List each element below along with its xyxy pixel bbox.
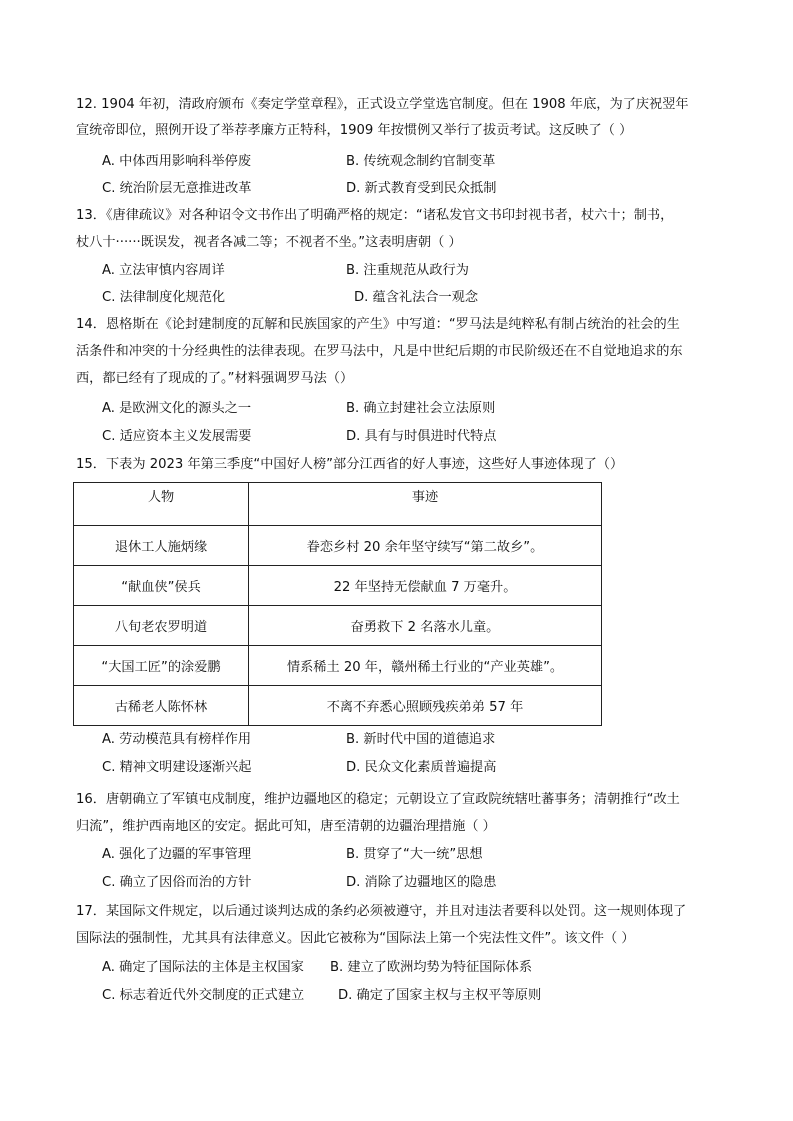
table-cell-deeds: 奋勇救下 2 名落水儿童。 <box>249 606 602 646</box>
q15-table <box>73 482 602 726</box>
q14-option-b: B. 确立封建社会立法原则 <box>346 401 496 416</box>
q14-option-d: D. 具有与时俱进时代特点 <box>346 429 497 444</box>
table-cell-person: “献血侠”侯兵 <box>74 566 249 606</box>
table-row <box>74 646 602 686</box>
table-header-deeds: 事迹 <box>249 483 602 526</box>
table-cell-deeds: 不离不弃悉心照顾残疾弟弟 57 年 <box>249 686 602 726</box>
q17-option-b: B. 建立了欧洲均势为特征国际体系 <box>330 960 533 975</box>
q14-stem-line-3: 西，都已经有了现成的了。”材料强调罗马法（） <box>76 371 354 386</box>
q14-option-a: A. 是欧洲文化的源头之一 <box>102 401 252 416</box>
table-header-row <box>74 483 602 526</box>
table-cell-person: 八旬老农罗明道 <box>74 606 249 646</box>
q17-stem-line-2: 国际法的强制性，尤其具有法律意义。因此它被称为“国际法上第一个宪法性文件”。该文件（ ） <box>76 931 635 946</box>
q16-stem-line-2: 归流”，维护西南地区的安定。据此可知，唐至清朝的边疆治理措施（ ） <box>76 819 496 834</box>
q13-option-d: D. 蕴含礼法合一观念 <box>354 290 479 305</box>
table-cell-person: 古稀老人陈怀林 <box>74 686 249 726</box>
table-cell-deeds: 22 年坚持无偿献血 7 万毫升。 <box>249 566 602 606</box>
table-row <box>74 566 602 606</box>
q16-stem-line-1: 16．唐朝确立了军镇屯戍制度，维护边疆地区的稳定；元朝设立了宣政院统辖吐蕃事务；清朝推行“改土 <box>76 792 680 807</box>
q17-option-d: D. 确定了国家主权与主权平等原则 <box>338 988 542 1003</box>
table-cell-deeds: 情系稀土 20 年，赣州稀土行业的“产业英雄”。 <box>249 646 602 686</box>
table-row <box>74 606 602 646</box>
q12-stem-line-2: 宣统帝即位，照例开设了举荐孝廉方正特科，1909 年按惯例又举行了拔贡考试。这反映了（ ） <box>76 123 633 138</box>
q13-stem-line-2: 杖八十······既误发，视者各减二等；不视者不坐。”这表明唐朝（ ） <box>76 235 462 250</box>
q16-option-c: C. 确立了因俗而治的方针 <box>102 875 252 890</box>
q16-option-b: B. 贯穿了“大一统”思想 <box>346 847 483 862</box>
q17-option-c: C. 标志着近代外交制度的正式建立 <box>102 988 305 1003</box>
table-cell-person: 退休工人施炳缘 <box>74 526 249 566</box>
q12-option-b: B. 传统观念制约官制变革 <box>346 154 496 169</box>
q15-stem-line-1: 15．下表为 2023 年第三季度“中国好人榜”部分江西省的好人事迹，这些好人事迹体现了（） <box>76 457 624 472</box>
q15-option-c: C. 精神文明建设逐渐兴起 <box>102 760 252 775</box>
table-cell-person: “大国工匠”的涂爱鹏 <box>74 646 249 686</box>
q13-option-a: A. 立法审慎内容周详 <box>102 263 225 278</box>
q17-option-a: A. 确定了国际法的主体是主权国家 <box>102 960 304 975</box>
table-row <box>74 526 602 566</box>
q13-option-c: C. 法律制度化规范化 <box>102 290 226 305</box>
q12-option-a: A. 中体西用影响科举停废 <box>102 154 252 169</box>
q14-stem-line-2: 活条件和冲突的十分经典性的法律表现。在罗马法中，凡是中世纪后期的市民阶级还在不自觉地追求的东 <box>76 344 683 359</box>
q15-option-d: D. 民众文化素质普遍提高 <box>346 760 497 775</box>
q17-stem-line-1: 17．某国际文件规定，以后通过谈判达成的条约必须被遵守，并且对违法者要科以处罚。这一规则体现了 <box>76 904 687 919</box>
q14-stem-line-1: 14．恩格斯在《论封建制度的瓦解和民族国家的产生》中写道：“罗马法是纯粹私有制占统治的社会的生 <box>76 317 680 332</box>
q12-option-d: D. 新式教育受到民众抵制 <box>346 181 497 196</box>
table-cell-deeds: 眷恋乡村 20 余年坚守续写“第二故乡”。 <box>249 526 602 566</box>
q16-option-d: D. 消除了边疆地区的隐患 <box>346 875 497 890</box>
q13-option-b: B. 注重规范从政行为 <box>346 263 469 278</box>
q12-option-c: C. 统治阶层无意推进改革 <box>102 181 252 196</box>
table-row <box>74 686 602 726</box>
table-header-person: 人物 <box>74 483 249 526</box>
q13-stem-line-1: 13．《唐律疏议》对各种诏令文书作出了明确严格的规定：“诸私发官文书印封视书者，杖六十；制书， <box>76 208 674 223</box>
q15-option-b: B. 新时代中国的道德追求 <box>346 732 496 747</box>
q12-stem-line-1: 12. 1904 年初，清政府颁布《奏定学堂章程》，正式设立学堂选官制度。但在 1908 年底，为了庆祝翌年 <box>76 97 689 112</box>
q16-option-a: A. 强化了边疆的军事管理 <box>102 847 252 862</box>
q15-option-a: A. 劳动模范具有榜样作用 <box>102 732 252 747</box>
q14-option-c: C. 适应资本主义发展需要 <box>102 429 252 444</box>
